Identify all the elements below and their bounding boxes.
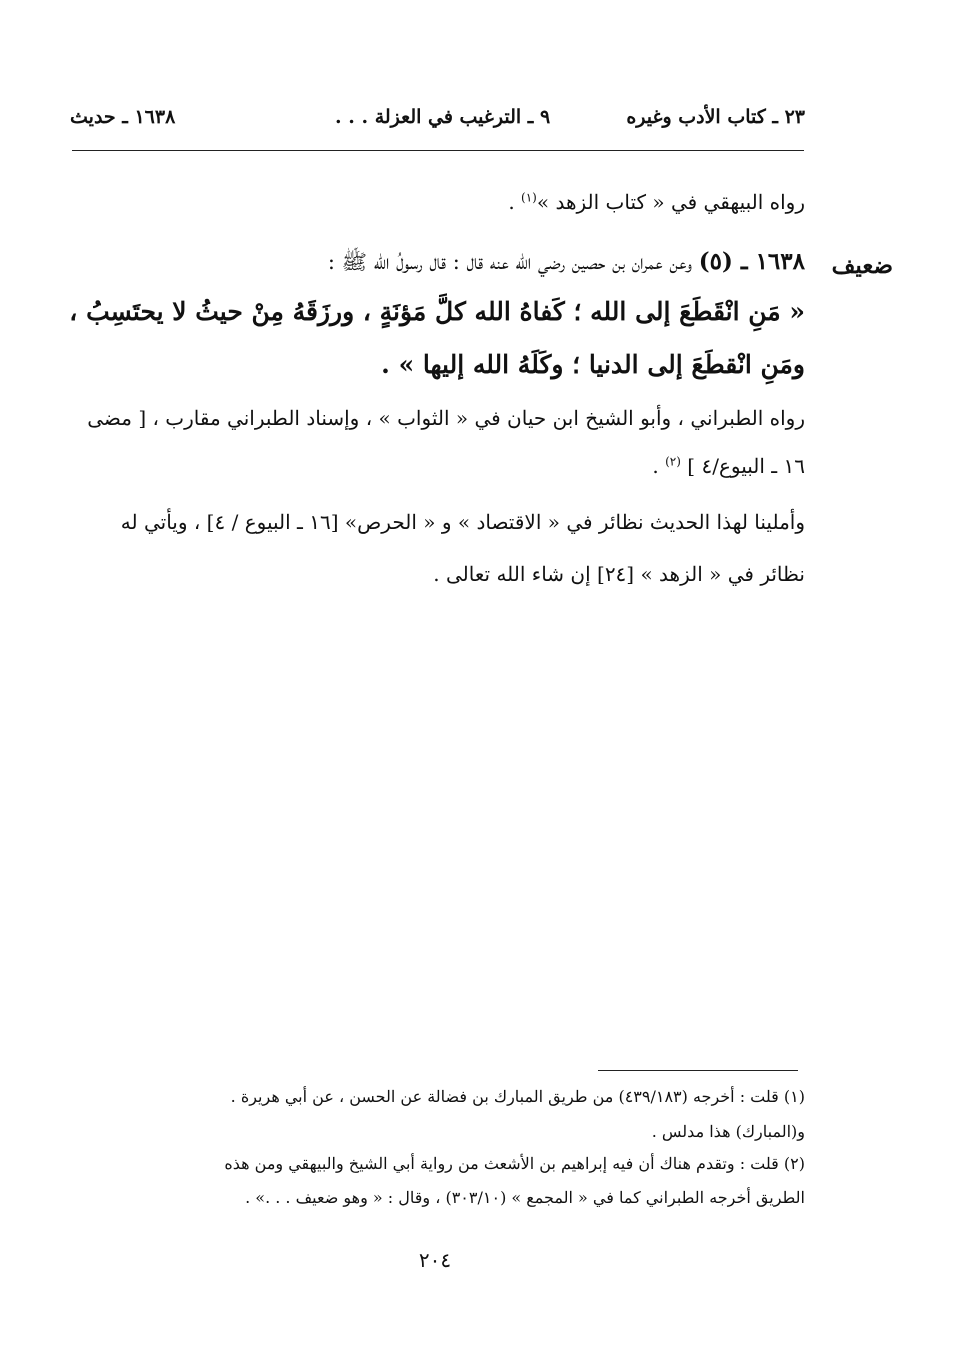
header-chapter-title: ٢٣ ـ كتاب الأدب وغيره xyxy=(626,106,805,128)
footnote-1-line-1: (١) قلت : أخرجه (٤٣٩/١٨٣) من طريق المبارك بن فضالة عن الحسن ، عن أبي هريرة . xyxy=(230,1087,805,1106)
footnote-2-line-1: (٢) قلت : وتقدم هناك أن فيه إبراهيم بن الأشعث من رواية أبي الشيخ والبيهقي ومن هذه xyxy=(224,1154,805,1173)
hadith-isnad: وعن عمران بن حصين رضي الله عنه قال : قال رسولُ الله ﷺ : xyxy=(327,250,699,274)
source-end: . xyxy=(508,190,522,214)
narration-line-1: رواه الطبراني ، وأبو الشيخ ابن حيان في « الثواب » ، وإسناد الطبراني مقارب ، [ مضى xyxy=(87,406,805,430)
header-divider xyxy=(72,150,804,151)
hadith-text-line-2: ومَنِ انْقطَعَ إلى الدنيا ؛ وكَلَهُ الله إليها » . xyxy=(381,350,805,379)
hadith-intro-line xyxy=(70,248,805,280)
page-number: ٢٠٤ xyxy=(418,1248,452,1272)
previous-hadith-source xyxy=(70,190,805,214)
footnote-1-line-2: و(المبارك) هذا مدلس . xyxy=(651,1122,805,1141)
source-text: رواه البيهقي في « كتاب الزهد » xyxy=(536,190,805,214)
narration-text: ١٦ ـ البيوع/٤ ] xyxy=(680,454,805,478)
note-line-2: نظائر في « الزهد » [٢٤] إن شاء الله تعالى . xyxy=(433,562,805,586)
header-section-title: ٩ ـ الترغيب في العزلة . . . xyxy=(335,106,551,128)
footnote-marker-1: (١) xyxy=(521,190,537,205)
footnote-marker-2: (٢) xyxy=(665,454,681,469)
note-line-1: وأملينا لهذا الحديث نظائر في « الاقتصاد » و « الحرص» [١٦ ـ البيوع / ٤] ، ويأتي له xyxy=(120,510,805,534)
narration-line-2 xyxy=(70,454,805,478)
footnote-2-line-2: الطريق أخرجه الطبراني كما في « المجمع » (٣٠٣/١٠) ، وقال : « وهو ضعيف . . .» . xyxy=(245,1188,805,1207)
hadith-text-line-1: « مَنِ انْقَطَعَ إلى الله ؛ كَفاهُ الله كلَّ مَؤنَةٍ ، ورزَقَهُ مِنْ حيثُ لا يحتَسِبُ ، xyxy=(69,297,805,326)
narration-end: . xyxy=(652,454,666,478)
hadith-grade: ضعيف xyxy=(831,252,893,279)
hadith-number: ١٦٣٨ ـ (٥) xyxy=(698,248,805,275)
header-hadith-reference: ١٦٣٨ ـ حديث xyxy=(70,106,176,128)
footnote-divider xyxy=(598,1070,798,1071)
